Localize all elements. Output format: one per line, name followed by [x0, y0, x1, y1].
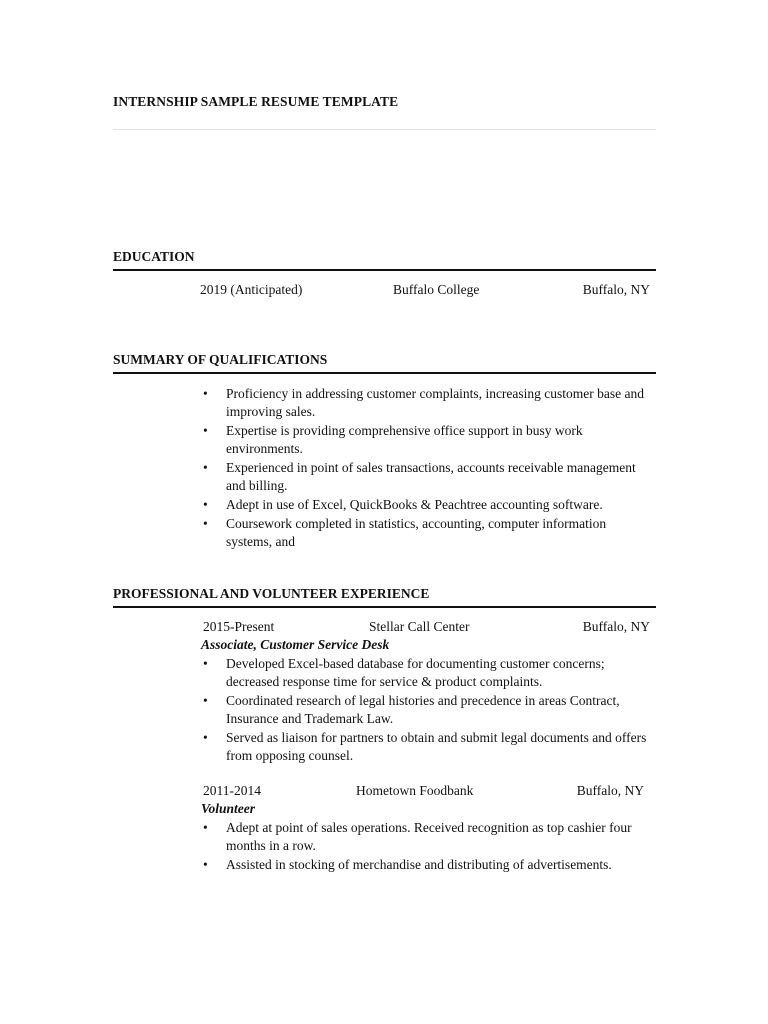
- job-bullet-text: Coordinated research of legal histories and precedence in areas Contract, Insurance and Trademark Law.: [226, 693, 620, 726]
- job-bullets: [201, 655, 656, 766]
- bullet-icon: •: [203, 516, 208, 531]
- summary-heading: SUMMARY OF QUALIFICATIONS: [113, 351, 656, 374]
- job-dates: 2015-Present: [203, 619, 275, 634]
- education-date: 2019 (Anticipated): [200, 282, 303, 297]
- job-row: [113, 782, 656, 800]
- list-item: [201, 385, 651, 421]
- education-row: [113, 281, 656, 299]
- bullet-icon: •: [203, 820, 208, 835]
- resume-title: INTERNSHIP SAMPLE RESUME TEMPLATE: [113, 94, 399, 109]
- summary-bullet-text: Expertise is providing comprehensive office support in busy work environments.: [226, 423, 583, 456]
- list-item: [201, 459, 651, 495]
- list-item: [201, 819, 661, 855]
- education-location: Buffalo, NY: [582, 282, 650, 297]
- bullet-icon: •: [203, 730, 208, 745]
- bullet-icon: •: [203, 656, 208, 671]
- job-role: Volunteer: [201, 801, 256, 816]
- summary-bullet-text: Proficiency in addressing customer complaints, increasing customer base and improving sales.: [226, 386, 645, 419]
- bullet-icon: •: [203, 386, 208, 401]
- list-item: [201, 515, 651, 551]
- summary-bullet-text: Coursework completed in statistics, accounting, computer information systems, and: [226, 516, 607, 549]
- job-row: [113, 618, 656, 636]
- job-organization: Hometown Foodbank: [356, 783, 474, 798]
- job-bullets: [201, 819, 661, 875]
- bullet-icon: •: [203, 460, 208, 475]
- job-role: Associate, Customer Service Desk: [201, 637, 390, 652]
- bullet-icon: •: [203, 693, 208, 708]
- bullet-icon: •: [203, 857, 208, 872]
- job-bullet-text: Adept at point of sales operations. Received recognition as top cashier four months in a row.: [226, 820, 632, 853]
- job-bullet-text: Developed Excel-based database for documenting customer concerns; decreased response time for service & product complaints.: [226, 656, 605, 689]
- title-divider: [113, 129, 656, 130]
- list-item: [201, 692, 656, 728]
- list-item: [201, 496, 651, 514]
- job-location: Buffalo, NY: [582, 619, 650, 634]
- job-bullet-text: Served as liaison for partners to obtain and submit legal documents and offers from opposing counsel.: [226, 730, 647, 763]
- experience-heading: PROFESSIONAL AND VOLUNTEER EXPERIENCE: [113, 585, 656, 608]
- education-school: Buffalo College: [393, 282, 480, 297]
- bullet-icon: •: [203, 497, 208, 512]
- list-item: [201, 422, 651, 458]
- list-item: [201, 856, 661, 874]
- job-dates: 2011-2014: [203, 783, 261, 798]
- summary-bullet-text: Experienced in point of sales transactions, accounts receivable management and billing.: [226, 460, 636, 493]
- list-item: [201, 655, 656, 691]
- bullet-icon: •: [203, 423, 208, 438]
- education-heading: EDUCATION: [113, 248, 656, 271]
- summary-list: [201, 385, 651, 552]
- job-bullet-text: Assisted in stocking of merchandise and distributing of advertisements.: [226, 857, 612, 872]
- job-organization: Stellar Call Center: [369, 619, 470, 634]
- list-item: [201, 729, 656, 765]
- job-location: Buffalo, NY: [576, 783, 644, 798]
- summary-bullet-text: Adept in use of Excel, QuickBooks & Peachtree accounting software.: [226, 497, 603, 512]
